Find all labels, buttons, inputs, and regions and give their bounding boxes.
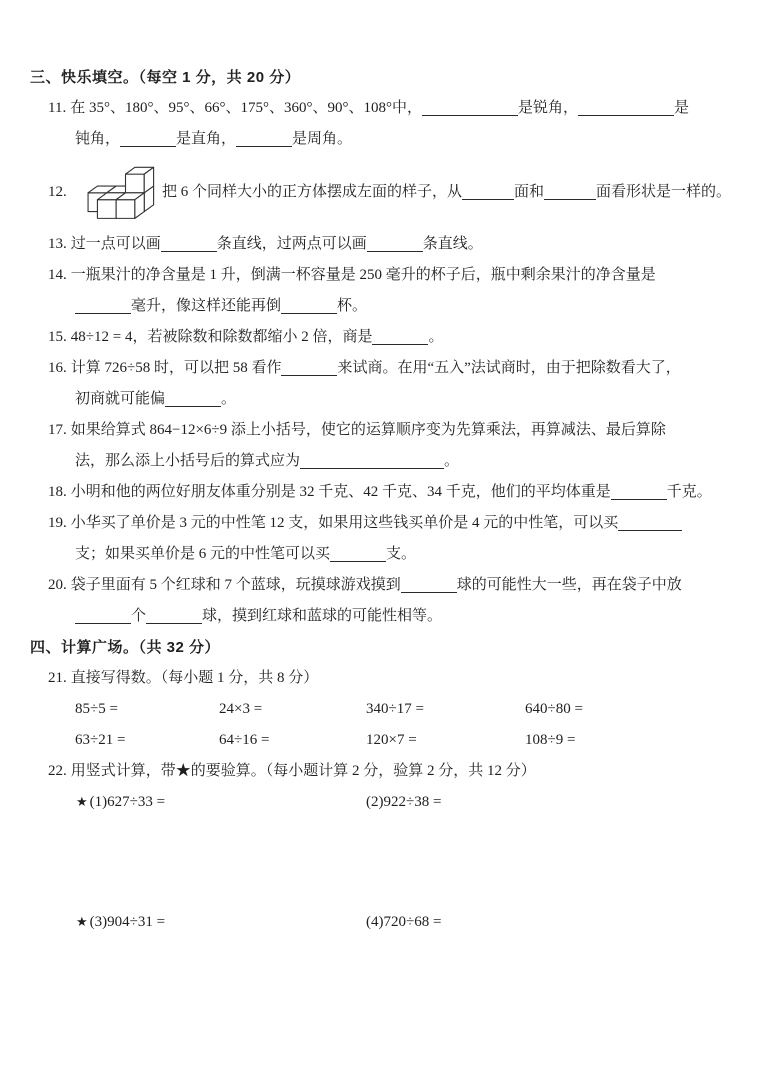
question-number: 18. xyxy=(48,484,67,500)
question xyxy=(48,93,746,155)
answer-blank-line xyxy=(372,329,428,345)
answer-blank-line xyxy=(367,236,423,252)
question xyxy=(48,415,746,477)
question xyxy=(48,260,746,322)
question-text: 条直线。 xyxy=(422,236,483,252)
question xyxy=(48,159,746,225)
question-text: 袋子里面有 5 个红球和 7 个蓝球，玩摸球游戏摸到 xyxy=(70,577,401,593)
answer-blank-line xyxy=(330,546,386,562)
question xyxy=(48,508,746,570)
calc-expression: 640÷80 = xyxy=(525,701,583,717)
question-number: 13. xyxy=(48,236,67,252)
calc-expression: 120×7 = xyxy=(366,732,417,748)
section xyxy=(30,62,746,632)
question xyxy=(48,353,746,415)
calc-expression: 63÷21 = xyxy=(75,732,126,748)
question-label: 直接写得数。（每小题 1 分，共 8 分） xyxy=(70,670,319,686)
oral-calculation-grid xyxy=(75,694,746,756)
question-text: 来试商。在用“五入”法试商时，由于把除数看大了， xyxy=(337,360,681,376)
section-title: 三、快乐填空。（每空 1 分，共 20 分） xyxy=(30,69,301,86)
vertical-calc-item xyxy=(366,907,746,938)
cube-front-right xyxy=(116,193,144,219)
question-number: 15. xyxy=(48,329,67,345)
star-check-mark: ★ xyxy=(76,915,88,930)
question-text: 毫升，像这样还能再倒 xyxy=(131,298,282,314)
answer-blank-line xyxy=(401,577,457,593)
calc-expression: 108÷9 = xyxy=(525,732,576,748)
question-number: 21. xyxy=(48,670,67,686)
question-text: 过一点可以画 xyxy=(70,236,161,252)
calc-expression: (4)720÷68 = xyxy=(366,914,442,930)
question-text: 是 xyxy=(673,100,689,116)
question-text: 。 xyxy=(428,329,444,345)
question-number: 20. xyxy=(48,577,67,593)
answer-blank-line xyxy=(281,360,337,376)
question-text: 是周角。 xyxy=(292,131,353,147)
answer-blank-line xyxy=(544,184,596,200)
question-number: 22. xyxy=(48,763,67,779)
calc-expression: 64÷16 = xyxy=(219,732,270,748)
question-text: 支；如果买单价是 6 元的中性笔可以买 xyxy=(75,546,331,562)
question-text: 球的可能性大一些，再在袋子中放 xyxy=(456,577,682,593)
question-text: 小华买了单价是 3 元的中性笔 12 支，如果用这些钱买单价是 4 元的中性笔，可以买 xyxy=(70,515,619,531)
question-number: 17. xyxy=(48,422,67,438)
question-body xyxy=(162,177,746,208)
question-text: 在 35°、180°、95°、66°、175°、360°、90°、108°中， xyxy=(70,100,422,116)
answer-blank-line xyxy=(146,608,202,624)
star-check-mark: ★ xyxy=(76,795,88,810)
vertical-calc-item xyxy=(366,787,746,818)
question-number: 19. xyxy=(48,515,67,531)
vertical-calculation-grid xyxy=(76,787,746,938)
answer-blank-line xyxy=(422,100,518,116)
answer-blank-line xyxy=(161,236,217,252)
section xyxy=(30,632,746,938)
question-text: 是直角， xyxy=(176,131,237,147)
question-text: 初商就可能偏 xyxy=(75,391,166,407)
question-text: 小明和他的两位好朋友体重分别是 32 千克、42 千克、34 千克，他们的平均体重是 xyxy=(70,484,611,500)
question xyxy=(48,663,746,694)
question xyxy=(48,756,746,787)
calc-expression: 340÷17 = xyxy=(366,701,424,717)
question-number: 12. xyxy=(48,183,67,200)
question-text: 千克。 xyxy=(666,484,712,500)
question-text: 。 xyxy=(444,453,460,469)
answer-blank-line xyxy=(75,608,131,624)
question-text: 把 6 个同样大小的正方体摆成左面的样子，从 xyxy=(162,183,463,200)
answer-blank-line xyxy=(236,131,292,147)
question-text: 法，那么添上小括号后的算式应为 xyxy=(75,453,301,469)
question-text: 球，摸到红球和蓝球的可能性相等。 xyxy=(202,608,443,624)
question-text: 条直线，过两点可以画 xyxy=(216,236,367,252)
answer-blank-line xyxy=(75,298,131,314)
calc-expression: (1)627÷33 = xyxy=(89,794,166,810)
question-text: 48÷12 = 4，若被除数和除数都缩小 2 倍，商是 xyxy=(70,329,373,345)
calc-expression: (2)922÷38 = xyxy=(366,794,442,810)
answer-blank-line xyxy=(165,391,221,407)
answer-blank-line xyxy=(618,515,682,531)
question-text: 杯。 xyxy=(337,298,368,314)
section-title: 四、计算广场。（共 32 分） xyxy=(30,639,221,656)
question-text: 面和 xyxy=(514,183,545,200)
vertical-calc-item xyxy=(76,787,366,818)
question xyxy=(48,229,746,260)
figure-wrapper xyxy=(77,162,157,222)
answer-blank-line xyxy=(300,453,444,469)
question-text: 是锐角， xyxy=(517,100,578,116)
question-text: 钝角， xyxy=(75,131,121,147)
question-label: 用竖式计算，带★的要验算。（每小题计算 2 分，验算 2 分，共 12 分） xyxy=(70,763,536,779)
cube-stacked-top xyxy=(126,167,154,193)
question xyxy=(48,477,746,508)
question-text: 计算 726÷58 时，可以把 58 看作 xyxy=(70,360,282,376)
question xyxy=(48,322,746,353)
answer-blank-line xyxy=(578,100,674,116)
question-number: 14. xyxy=(48,267,67,283)
answer-blank-line xyxy=(462,184,514,200)
answer-blank-line xyxy=(281,298,337,314)
question-number: 11. xyxy=(48,100,67,116)
question-text: 个 xyxy=(131,608,147,624)
answer-blank-line xyxy=(611,484,667,500)
question-text: 。 xyxy=(221,391,237,407)
question-text: 支。 xyxy=(386,546,417,562)
six-cubes-figure xyxy=(77,162,157,222)
calc-expression: 85÷5 = xyxy=(75,701,118,717)
calc-expression: (3)904÷31 = xyxy=(89,914,166,930)
calc-expression: 24×3 = xyxy=(219,701,263,717)
answer-blank-line xyxy=(120,131,176,147)
question-text: 一瓶果汁的净含量是 1 升，倒满一杯容量是 250 毫升的杯子后，瓶中剩余果汁的净含量是 xyxy=(70,267,656,283)
question xyxy=(48,570,746,632)
question-text: 如果给算式 864−12×6÷9 添上小括号，使它的运算顺序变为先算乘法，再算减法、最后算除 xyxy=(70,422,666,438)
vertical-calc-item xyxy=(76,907,366,938)
question-text: 面看形状是一样的。 xyxy=(596,183,732,200)
question-number: 16. xyxy=(48,360,67,376)
